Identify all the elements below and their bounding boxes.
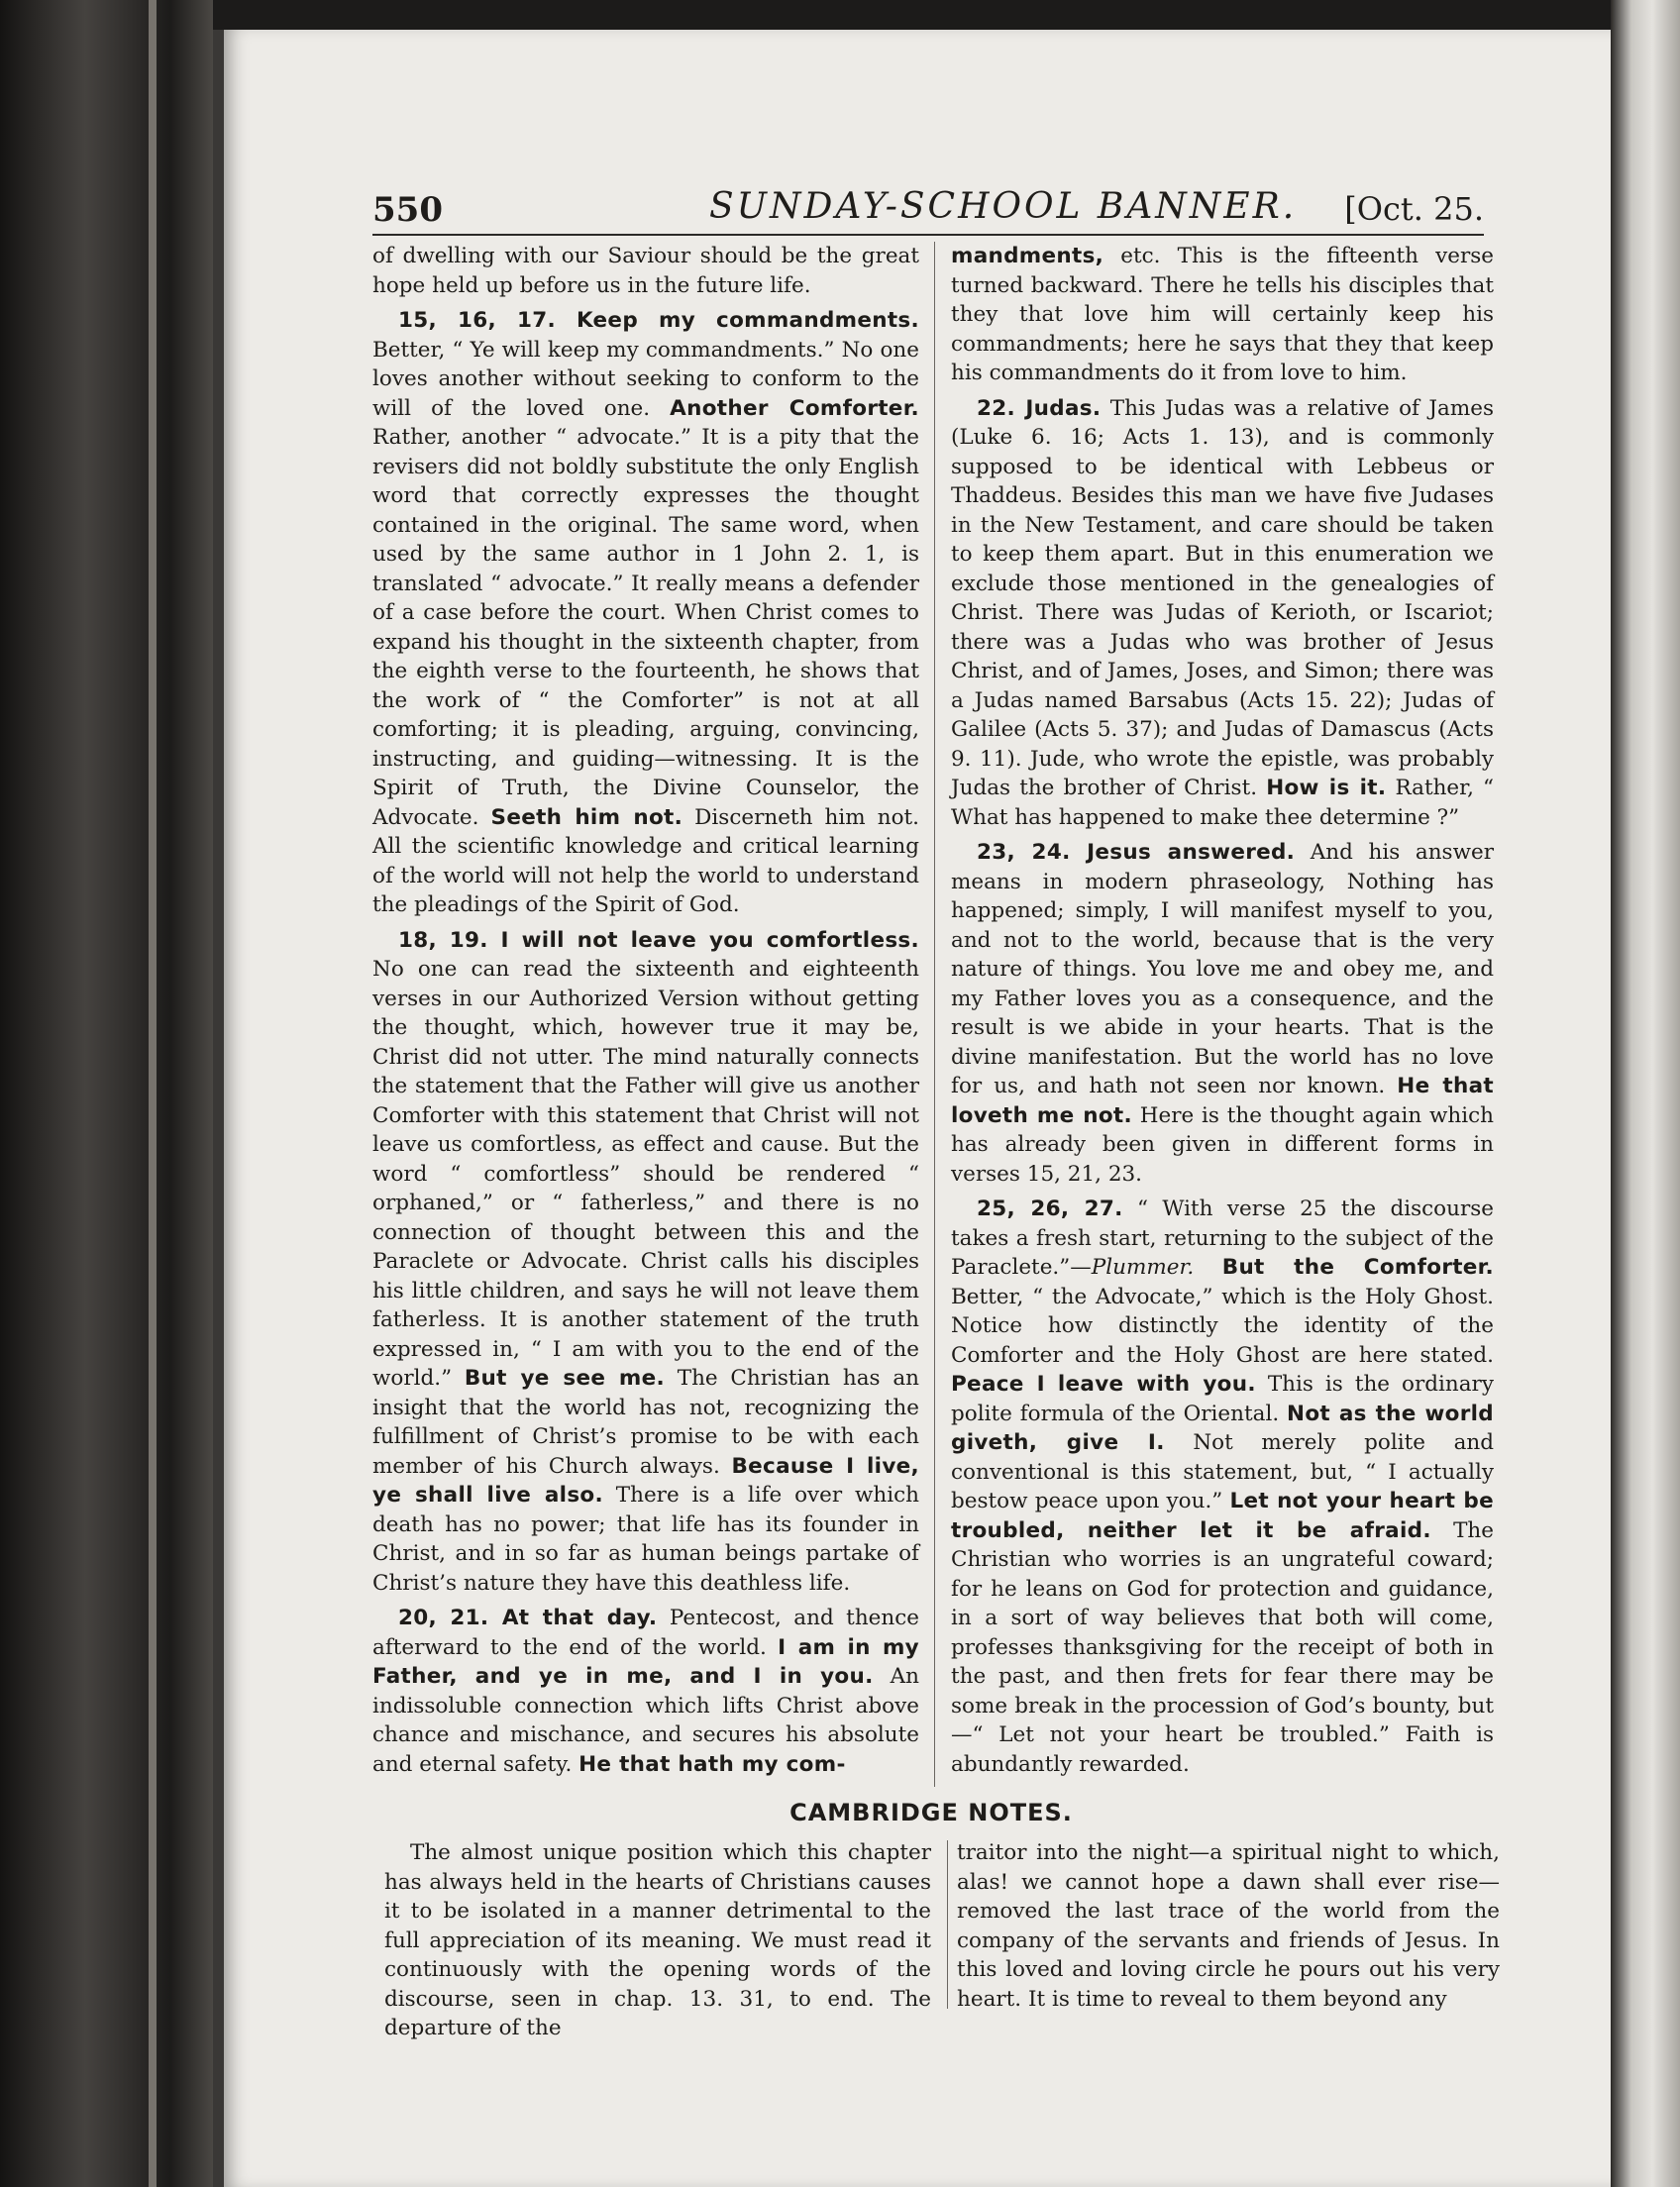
left-column — [372, 242, 919, 1785]
section-title: CAMBRIDGE NOTES. — [789, 1799, 1073, 1826]
bold-heading: 20, 21. At that day. — [398, 1606, 658, 1630]
bold-heading: mandments, — [951, 244, 1104, 268]
bold-heading: He that hath my com- — [578, 1751, 846, 1777]
bold-heading: He that loveth me not. — [951, 1074, 1494, 1128]
body-text: Better, “ the Advocate,” which is the Holy Ghost. Notice how distinctly the identity of the Comforter and the Holy Ghost are here stated. — [951, 1284, 1494, 1368]
bold-heading: But the Comforter. — [1221, 1255, 1494, 1280]
header-date: [Oct. 25. — [1344, 190, 1484, 228]
body-text: traitor into the night—a spiritual night to which, alas! we cannot hope a dawn shall ever rise—removed the last trace of the world from the company of the servants and friends of Jesus. In this loved and loving circle he pours out his very heart. It is time to reveal to them beyond any — [957, 1840, 1500, 2012]
paragraph — [957, 1838, 1500, 2014]
paragraph — [372, 926, 919, 1599]
bold-heading: 23, 24. Jesus answered. — [977, 840, 1296, 865]
paragraph — [372, 306, 919, 920]
bold-heading: Let not your heart be troubled, neither let it be afraid. — [951, 1489, 1494, 1543]
book-spine-edge — [0, 0, 213, 2187]
paragraph — [951, 394, 1494, 833]
bold-heading: How is it. — [1266, 776, 1387, 800]
bold-heading: But ye see me. — [464, 1366, 665, 1391]
bold-heading: 25, 26, 27. — [977, 1197, 1123, 1221]
bold-heading: 22. Judas. — [977, 395, 1102, 421]
page-number: 550 — [372, 190, 443, 230]
bold-heading: 18, 19. I will not leave you comfortless. — [398, 927, 919, 953]
body-text: Rather, another “ advocate.” It is a pity that the revisers did not boldly substitute the only English word that correctly expresses the thought contained in the original. The same word, when used by the same author in 1 John 2. 1, is translated “ advocate.” It really means a defender of a case before the court. When Christ comes to expand his thought in the sixteenth chapter, from the eighth verse to the fourteenth, he shows that the work of “ the Comforter” is not at all comforting; it is pleading, arguing, convincing, instructing, and guiding—witnessing. It is the Spirit of Truth, the Divine Counselor, the Advocate. — [372, 425, 919, 830]
body-text: etc. This is the fifteenth verse turned backward. There he tells his disciples that they that love him will certainly keep his commandments; here he says that they that keep his commandments do it from love to him. — [951, 244, 1494, 385]
body-text: The Christian has an insight that the world has not, recognizing the fulfillment of Christ’s promise to be with each member of his Church always. — [372, 1366, 919, 1479]
body-text: Pentecost, and thence afterward to the end of the world. — [372, 1606, 919, 1660]
body-text: There is a life over which death has no power; that life has its founder in Christ, and in so far as human beings partake of Christ’s nature they have this deathless life. — [372, 1483, 919, 1596]
right-column — [951, 242, 1494, 1785]
body-text: of dwelling with our Saviour should be the great hope held up before us in the future life. — [372, 244, 919, 298]
column-divider — [934, 242, 935, 1787]
bold-heading: Seeth him not. — [490, 804, 683, 830]
bold-heading: 15, 16, 17. Keep my commandments. — [398, 308, 919, 333]
bold-heading: Because I live, ye shall live also. — [372, 1453, 919, 1508]
bold-heading: I am in my Father, and ye in me, and I in you. — [372, 1634, 920, 1689]
body-text — [1194, 1255, 1222, 1280]
body-text: Discerneth him not. All the scientific knowledge and critical learning of the world will not help the world to understand the pleadings of the Spirit of God. — [372, 804, 919, 917]
paragraph — [951, 1195, 1494, 1779]
bold-heading: Peace I leave with you. — [951, 1372, 1256, 1397]
body-text: Rather, “ What has happened to make thee determine ?” — [951, 776, 1494, 830]
paragraph — [951, 838, 1494, 1189]
body-text: Here is the thought again which has already been given in different forms in verses 15, 21, 23. — [951, 1102, 1495, 1187]
page-header — [372, 186, 1484, 246]
body-text: Not merely polite and conventional is this statement, but, “ I actually bestow peace upon you.” — [951, 1430, 1494, 1513]
scan-top-border — [0, 0, 1680, 30]
paragraph — [372, 1604, 919, 1779]
running-title: SUNDAY-SCHOOL BANNER. — [709, 186, 1298, 227]
body-text: The almost unique position which this chapter has always held in the hearts of Christians causes it to be isolated in a manner detrimental to the full appreciation of its meaning. We must read it continuously with the opening words of the discourse, seen in chap. 13. 31, to end. The departure of the — [384, 1840, 931, 2040]
body-text: The Christian who worries is an ungrateful coward; for he leans on God for protection and guidance, in a sort of way believes that both will come, professes thanksgiving for the receipt of both in the past, and then frets for fear there may be some break in the procession of God’s bounty, but—“ Let not your heart be troubled.” Faith is abundantly rewarded. — [951, 1517, 1494, 1777]
body-text: This Judas was a relative of James (Luke 6. 16; Acts 1. 13), and is commonly supposed to be identical with Lebbeus or Thaddeus. Besides this man we have five Judases in the New Testament, and care should be taken to keep them apart. But in this enumeration we exclude those mentioned in the genealogies of Christ. There was Judas of Kerioth, or Iscariot; there was a Judas who was brother of Jesus Christ, and of James, Joses, and Simon; there was a Judas named Barsabus (Acts 15. 22); Judas of Galilee (Acts 5. 37); and Judas of Damascus (Acts 9. 11). Jude, who wrote the epistle, was probably Judas the brother of Christ. — [951, 395, 1495, 800]
bold-heading: Another Comforter. — [670, 395, 919, 421]
cambridge-notes-right-column — [957, 1838, 1500, 2020]
body-text: Better, “ Ye will keep my commandments.” No one loves another without seeking to conform to the will of the loved one. — [372, 337, 919, 421]
italic-citation: Plummer. — [1091, 1255, 1195, 1280]
body-text: “ With verse 25 the discourse takes a fresh start, returning to the subject of the Paraclete.”— — [951, 1197, 1494, 1280]
paragraph — [951, 242, 1494, 388]
paragraph — [372, 242, 919, 300]
next-page-edge — [1611, 0, 1680, 2187]
header-rule — [372, 234, 1484, 236]
body-text: No one can read the sixteenth and eighteenth verses in our Authorized Version without getting the thought, which, however true it may be, Christ did not utter. The mind naturally connects the statement that the Father will give us another Comforter with this statement that Christ will not leave us comfortless, as effect and cause. But the word “ comfortless” should be rendered “ orphaned,” or “ fatherless,” and there is no connection of thought between this and the Paraclete or Advocate. Christ calls his disciples his little children, and says he will not leave them fatherless. It is another statement of the truth expressed in, “ I am with you to the end of the world.” — [372, 957, 919, 1391]
cambridge-column-divider — [947, 1840, 948, 2009]
body-text: This is the ordinary polite formula of the Oriental. — [951, 1372, 1494, 1426]
bold-heading: Not as the world giveth, give I. — [951, 1401, 1494, 1455]
body-text: And his answer means in modern phraseology, Nothing has happened; simply, I will manifest myself to you, and not to the world, because that is the very nature of things. You love me and obey me, and my Father loves you as a consequence, and the result is we abide in your hearts. That is the divine manifestation. But the world has no love for us, and hath not seen nor known. — [951, 840, 1494, 1098]
cambridge-notes-left-column — [384, 1838, 931, 2049]
body-text: An indissoluble connection which lifts Christ above chance and mischance, and secures his absolute and eternal safety. — [372, 1664, 919, 1777]
paragraph — [384, 1838, 931, 2043]
